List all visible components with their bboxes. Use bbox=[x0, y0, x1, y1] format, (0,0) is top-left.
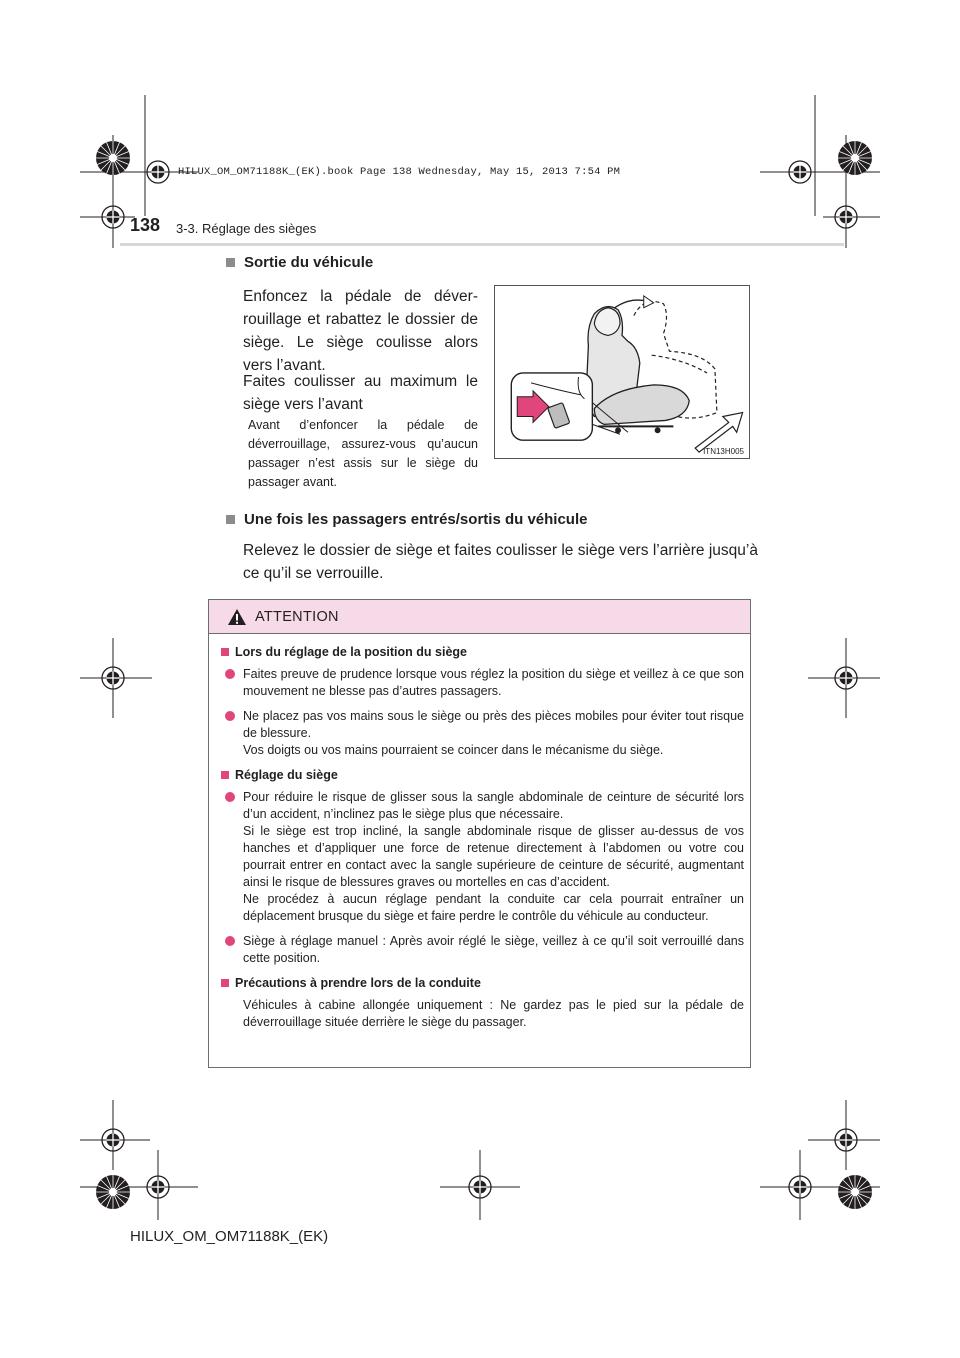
warning-line: Ne procédez à aucun réglage pendant la conduite car cela pourrait entraîner un déplacement brusque du siège et faire perdre le contrôle du véhicule au conducteur. bbox=[243, 892, 744, 923]
warning-header bbox=[209, 600, 750, 634]
warning-line: Si le siège est trop incliné, la sangle abdominale risque de glisser au-dessus de vos hanches et d’appliquer une force de retenue directement à l’abdomen ou votre cou pourrait entrer en contact avec la sangle supérieure de ceinture de sécurité, augmentant ainsi le risque de blessures graves ou mortelles en cas d’accident. bbox=[243, 824, 744, 889]
warning-heading-text: Réglage du siège bbox=[235, 768, 338, 782]
square-bullet-icon bbox=[221, 648, 229, 656]
square-bullet-icon bbox=[221, 979, 229, 987]
paragraph-press-pedal: Enfoncez la pédale de déverrouillage et rabattez le dossier de siège. Le siège coulisse alors vers l’avant. bbox=[243, 288, 478, 374]
warning-bullet-text: Siège à réglage manuel : Après avoir réglé le siège, veillez à ce qu’il soit verrouillé dans cette position. bbox=[243, 934, 744, 965]
figure-code: ITN13H005 bbox=[703, 447, 744, 456]
seat-illustration bbox=[494, 285, 750, 459]
warning-heading-text: Lors du réglage de la position du siège bbox=[235, 645, 467, 659]
warning-bullet-text bbox=[243, 789, 744, 925]
round-bullet-icon bbox=[225, 936, 235, 946]
warning-heading-seat-position bbox=[221, 644, 744, 661]
warning-bullet bbox=[225, 789, 744, 925]
round-bullet-icon bbox=[225, 711, 235, 721]
heading-exit-vehicle bbox=[226, 254, 373, 271]
round-bullet-icon bbox=[225, 792, 235, 802]
warning-triangle-icon bbox=[227, 608, 247, 626]
warning-title: ATTENTION bbox=[255, 608, 339, 625]
warning-line: Vos doigts ou vos mains pourraient se coincer dans le mécanisme du siège. bbox=[243, 743, 664, 757]
header-rule bbox=[120, 243, 844, 246]
warning-bullet-text: Faites preuve de prudence lorsque vous réglez la position du siège et veillez à ce que son mouvement ne blesse pas d’autres passagers. bbox=[243, 667, 744, 698]
round-bullet-icon bbox=[225, 669, 235, 679]
heading-text: Sortie du véhicule bbox=[244, 254, 374, 271]
paragraph-raise-seatback: Relevez le dossier de siège et faites coulisser le siège vers l’arrière jusqu’à ce qu’il se verrouille. bbox=[243, 542, 758, 582]
square-bullet-icon bbox=[226, 258, 235, 267]
footer-model-code: HILUX_OM_OM71188K_(EK) bbox=[130, 1228, 329, 1245]
paragraph-slide-forward: Faites coulisser au maximum le siège vers l’avant bbox=[243, 373, 478, 413]
note-check-passenger: Avant d’enfoncer la pédale de déverrouillage, assurez-vous qu’aucun passager n’est assis sur le siège du passager avant. bbox=[248, 418, 478, 489]
warning-box bbox=[208, 599, 751, 1068]
warning-bullet bbox=[225, 933, 744, 967]
warning-bullet bbox=[225, 708, 744, 759]
warning-heading-driving-precautions bbox=[221, 975, 744, 992]
warning-heading-text: Précautions à prendre lors de la conduite bbox=[235, 976, 481, 990]
warning-line: Pour réduire le risque de glisser sous la sangle abdominale de ceinture de sécurité lors d’un accident, n’inclinez pas le siège plus que nécessaire. bbox=[243, 790, 744, 821]
heading-text: Une fois les passagers entrés/sortis du véhicule bbox=[244, 511, 588, 528]
warning-bullet bbox=[225, 666, 744, 700]
square-bullet-icon bbox=[221, 771, 229, 779]
warning-bullet-text bbox=[243, 708, 744, 759]
square-bullet-icon bbox=[226, 515, 235, 524]
warning-paragraph: Véhicules à cabine allongée uniquement : Ne gardez pas le pied sur la pédale de déverrouillage située derrière le siège du passager. bbox=[243, 998, 744, 1029]
seat-folding-illustration bbox=[495, 286, 749, 458]
book-info-slug: HILUX_OM_OM71188K_(EK).book Page 138 Wednesday, May 15, 2013 7:54 PM bbox=[178, 166, 621, 178]
warning-body bbox=[221, 644, 744, 1031]
warning-line: Ne placez pas vos mains sous le siège ou près des pièces mobiles pour éviter tout risque de blessure. bbox=[243, 709, 744, 740]
heading-after-passengers bbox=[226, 511, 587, 528]
warning-heading-seat-adjustment bbox=[221, 767, 744, 784]
page-number: 138 bbox=[130, 215, 161, 235]
section-title: 3-3. Réglage des sièges bbox=[176, 221, 317, 236]
